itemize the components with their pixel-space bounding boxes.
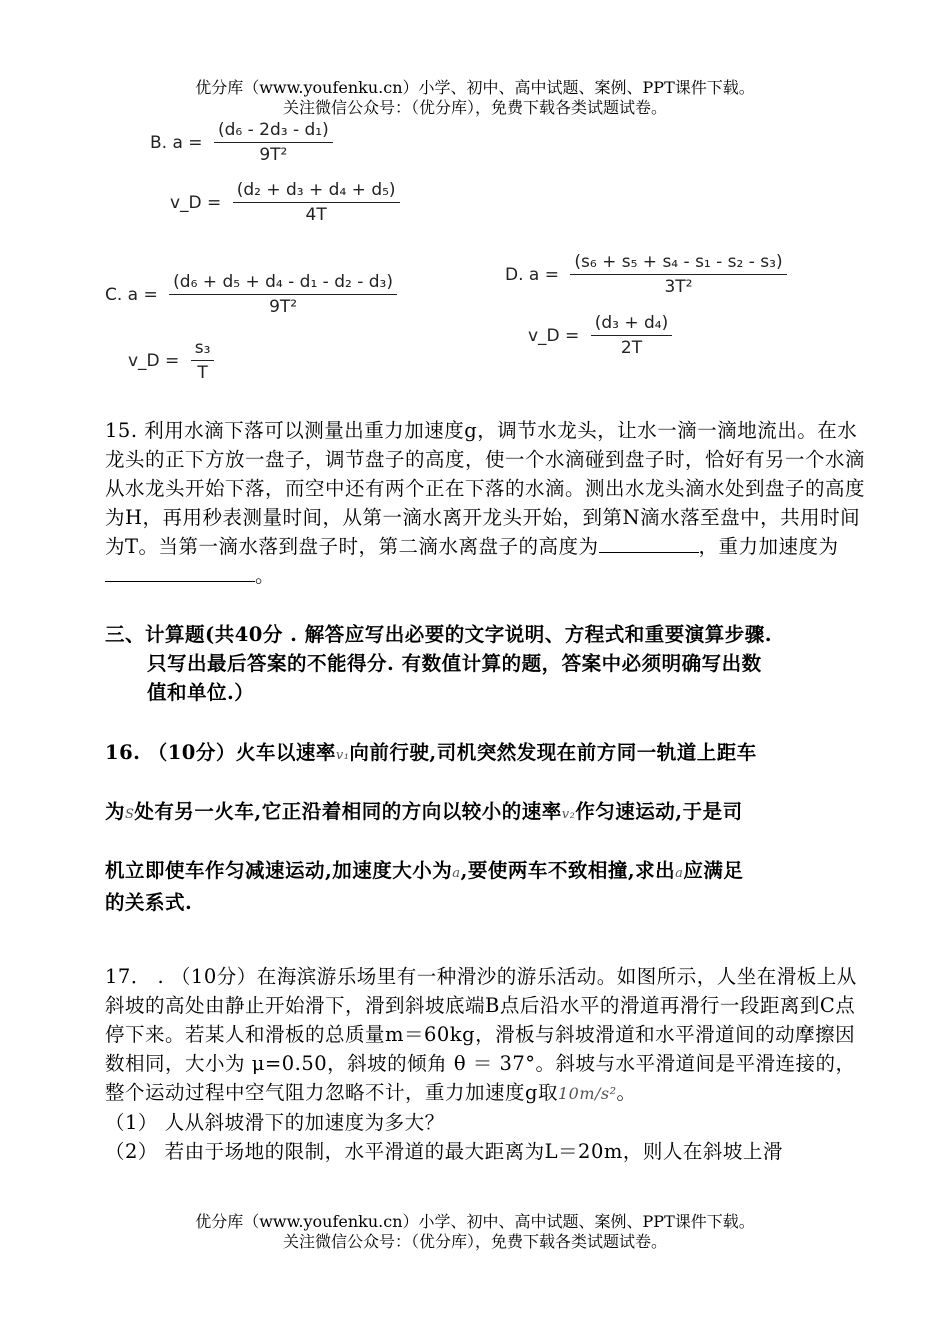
question-15-text-2: ，重力加速度为: [698, 535, 839, 558]
question-16-text-6: 机立即使车作匀减速运动,加速度大小为: [105, 859, 453, 882]
question-16-text-8: 应满足: [683, 859, 744, 882]
question-15-text-3: 。: [255, 564, 276, 587]
question-15-blank-2[interactable]: [105, 561, 255, 582]
question-16-text-2: 向前行驶,司机突然发现在前方同一轨道上距车: [349, 741, 757, 764]
header-line-2: 关注微信公众号：（优分库），免费下载各类试题试卷。: [282, 98, 667, 117]
question-17-text: 17． . （10分）在海滨游乐场里有一种滑沙的游乐活动。如图所示，人坐在滑板上从斜坡的高处由静止开始滑下，滑到斜坡底端B点后沿水平的滑道再滑行一段距离到C点停下来。若某人和滑板的总质量m＝60kg，滑板与斜坡滑道和水平滑道间的动摩擦因数相同，大小为 μ=0.50，斜坡的倾角 θ ＝ 37°。斜坡与水平滑道间是平滑连接的，整个运动过程中空气阻力忽略不计，重力加速度g取: [105, 965, 857, 1104]
question-17-text-end: 。: [616, 1081, 637, 1104]
var-v2: v₂: [561, 807, 576, 822]
option-b-v-denominator: 4T: [305, 205, 327, 225]
var-v1: v₁: [335, 748, 350, 763]
option-d-a-numerator: (s₆ + s₅ + s₄ - s₁ - s₂ - s₃): [570, 252, 786, 275]
footer-line-1: 优分库（www.youfenku.cn）小学、初中、高中试题、案例、PPT课件下载。: [195, 1212, 755, 1231]
option-d-v-denominator: 2T: [620, 338, 643, 358]
option-c-v-fraction: [191, 338, 215, 383]
question-16-text-5: 作匀速运动,于是司: [575, 800, 743, 823]
option-d-v-label: v_D =: [528, 325, 580, 346]
question-17: [105, 962, 865, 1166]
option-d-acceleration: [505, 252, 787, 297]
option-b-a-denominator: 9T²: [259, 145, 288, 165]
option-b-a-label: B. a =: [150, 132, 203, 153]
question-15-text-1: 利用水滴下落可以测量出重力加速度g，调节水龙头，让水一滴一滴地流出。在水龙头的正下方放一盘子，调节盘子的高度，使一个水滴碰到盘子时，恰好有另一个水滴从水龙头开始下落，而空中还有两个正在下落的水滴。测出水龙头滴水处到盘子的高度为H，再用秒表测量时间，从第一滴水离开龙头开始，到第N滴水落至盘中，共用时间为T。当第一滴水落到盘子时，第二滴水离盘子的高度为: [105, 419, 866, 558]
option-d-v-fraction: [591, 313, 673, 358]
var-s: S: [125, 807, 135, 822]
option-d-velocity: [528, 313, 672, 358]
question-16: [105, 738, 865, 917]
question-15-number: 15.: [105, 419, 138, 442]
question-17-sub-2: （2） 若由于场地的限制，水平滑道的最大距离为L＝20m，则人在斜坡上滑: [105, 1140, 783, 1163]
option-b-a-numerator: (d₆ - 2d₃ - d₁): [214, 120, 333, 143]
question-16-text-1: 16. （10分）火车以速率: [105, 741, 336, 764]
option-d-v-numerator: (d₃ + d₄): [591, 313, 673, 336]
question-16-text-4: 处有另一火车,它正沿着相同的方向以较小的速率: [134, 800, 562, 823]
question-16-text-7: ,要使两车不致相撞,求出: [460, 859, 676, 882]
option-d-a-fraction: [570, 252, 786, 297]
option-c-v-denominator: T: [197, 363, 208, 383]
question-16-line-3: [105, 856, 865, 888]
gravity-value: 10m/s²: [557, 1084, 617, 1103]
question-15: [105, 416, 865, 590]
question-16-line-4: 的关系式.: [105, 891, 193, 914]
var-a-2: a: [675, 866, 684, 881]
question-15-blank-1[interactable]: [599, 532, 699, 553]
question-17-sub-1: （1） 人从斜坡滑下的加速度为多大？: [105, 1111, 445, 1134]
option-b-acceleration: [150, 120, 333, 165]
footer-line-2: 关注微信公众号：（优分库），免费下载各类试题试卷。: [282, 1232, 667, 1251]
option-c-a-fraction: [169, 272, 397, 317]
option-d-a-denominator: 3T²: [664, 277, 693, 297]
option-b-a-fraction: [214, 120, 333, 165]
option-b-v-label: v_D =: [170, 192, 222, 213]
option-b-v-numerator: (d₂ + d₃ + d₄ + d₅): [233, 180, 400, 203]
section-3-heading: [105, 620, 865, 707]
question-16-text-3: 为: [105, 800, 126, 823]
option-c-a-label: C. a =: [105, 284, 158, 305]
option-b-velocity: [170, 180, 400, 225]
option-d-a-label: D. a =: [505, 264, 559, 285]
option-c-v-numerator: s₃: [191, 338, 215, 361]
section-3-line-2: 只写出最后答案的不能得分. 有数值计算的题，答案中必须明确写出数: [147, 652, 762, 675]
question-16-line-2: [105, 797, 865, 829]
section-3-title: 三、计算题(共40分 . 解答应写出必要的文字说明、方程式和重要演算步骤.: [105, 623, 773, 646]
option-c-acceleration: [105, 272, 397, 317]
var-a: a: [452, 866, 461, 881]
option-c-velocity: [128, 338, 214, 383]
header-line-1: 优分库（www.youfenku.cn）小学、初中、高中试题、案例、PPT课件下载。: [195, 78, 755, 97]
option-b-v-fraction: [233, 180, 400, 225]
option-c-v-label: v_D =: [128, 350, 180, 371]
section-3-line-3: 值和单位.）: [147, 681, 255, 704]
option-c-a-denominator: 9T²: [269, 297, 298, 317]
option-c-a-numerator: (d₆ + d₅ + d₄ - d₁ - d₂ - d₃): [169, 272, 397, 295]
question-16-line-1: [105, 738, 865, 770]
